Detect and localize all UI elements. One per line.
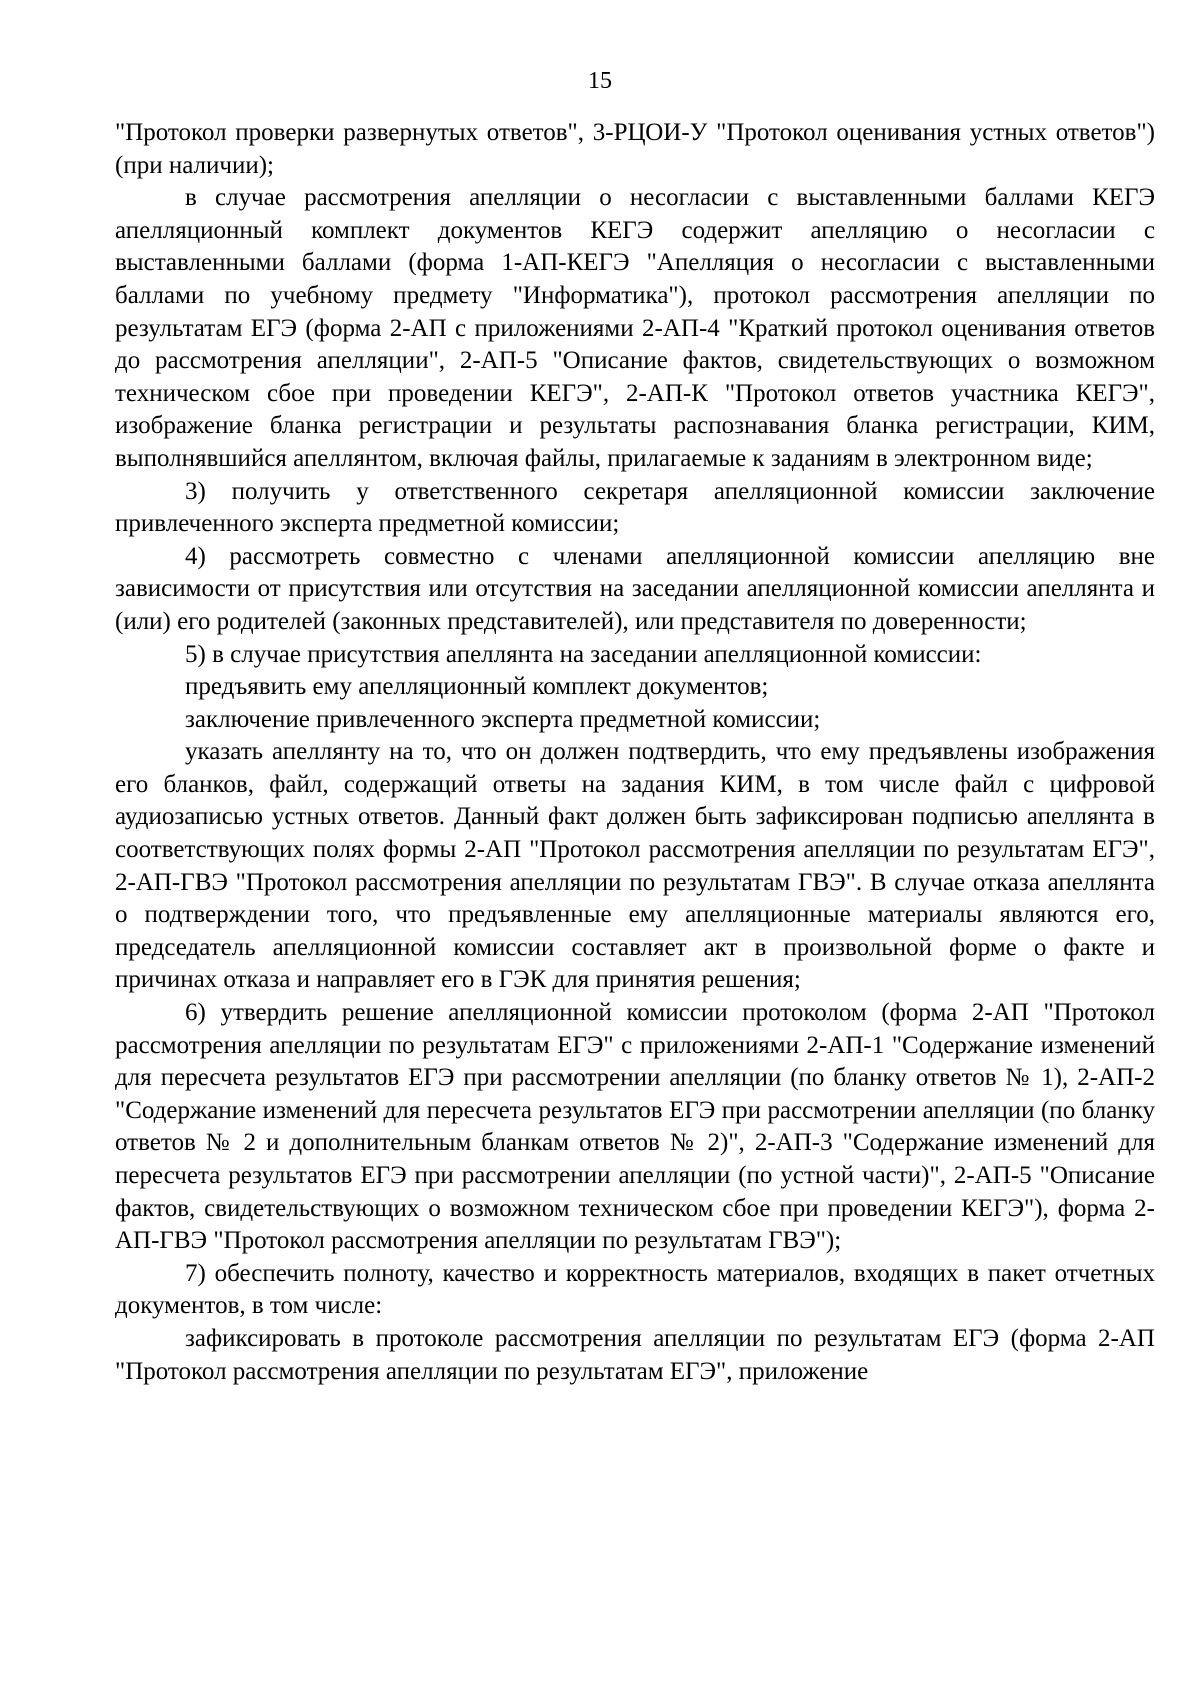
paragraph: в случае рассмотрения апелляции о несогласии с выставленными баллами КЕГЭ апелляционный комплект документов КЕГЭ содержит апелляцию о несогласии с выставленными баллами (форма 1-АП-КЕГЭ "Апелляция о несогласии с выставленными баллами по учебному предмету "Информатика"), протокол рассмотрения апелляции по результатам ЕГЭ (форма 2-АП с приложениями 2-АП-4 "Краткий протокол оценивания ответов до рассмотрения апелляции", 2-АП-5 "Описание фактов, свидетельствующих о возможном техническом сбое при проведении КЕГЭ", 2-АП-К "Протокол ответов участника КЕГЭ", изображение бланка регистрации и результаты распознавания бланка регистрации, КИМ, выполнявшийся апеллянтом, включая файлы, прилагаемые к заданиям в электронном виде;	[115, 184, 1155, 472]
document-body	[115, 117, 1155, 1388]
paragraph: "Протокол проверки развернутых ответов", 3-РЦОИ-У "Протокол оценивания устных ответов") (при наличии);	[115, 119, 1155, 179]
paragraph: 5) в случае присутствия апеллянта на заседании апелляционной комиссии:	[185, 640, 982, 668]
paragraph: зафиксировать в протоколе рассмотрения апелляции по результатам ЕГЭ (форма 2-АП "Протокол рассмотрения апелляции по результатам ЕГЭ", приложение	[115, 1324, 1155, 1385]
paragraph: указать апеллянту на то, что он должен подтвердить, что ему предъявлены изображения его бланков, файл, содержащий ответы на задания КИМ, в том числе файл с цифровой аудиозаписью устных ответов. Данный факт должен быть зафиксирован подписью апеллянта в соответствующих полях формы 2-АП "Протокол рассмотрения апелляции по результатам ЕГЭ", 2-АП-ГВЭ "Протокол рассмотрения апелляции по результатам ГВЭ". В случае отказа апеллянта о подтверждении того, что предъявленные ему апелляционные материалы являются его, председатель апелляционной комиссии составляет акт в произвольной форме о факте и причинах отказа и направляет его в ГЭК для принятия решения;	[115, 738, 1155, 994]
paragraph: 6) утвердить решение апелляционной комиссии протоколом (форма 2-АП "Протокол рассмотрения апелляции по результатам ЕГЭ" с приложениями 2-АП-1 "Содержание изменений для пересчета результатов ЕГЭ при рассмотрении апелляции (по бланку ответов № 1), 2-АП-2 "Содержание изменений для пересчета результатов ЕГЭ при рассмотрении апелляции (по бланку ответов № 2 и дополнительным бланкам ответов № 2)", 2-АП-3 "Содержание изменений для пересчета результатов ЕГЭ при рассмотрении апелляции (по устной части)", 2-АП-5 "Описание фактов, свидетельствующих о возможном техническом сбое при проведении КЕГЭ"), форма 2-АП-ГВЭ "Протокол рассмотрения апелляции по результатам ГВЭ");	[115, 999, 1155, 1255]
page-number: 15	[588, 68, 612, 94]
paragraph: заключение привлеченного эксперта предметной комиссии;	[185, 705, 821, 733]
paragraph: предъявить ему апелляционный комплект документов;	[185, 673, 769, 701]
paragraph: 3) получить у ответственного секретаря апелляционной комиссии заключение привлеченного эксперта предметной комиссии;	[115, 477, 1155, 538]
paragraph: 4) рассмотреть совместно с членами апелляционной комиссии апелляцию вне зависимости от присутствия или отсутствия на заседании апелляционной комиссии апеллянта и (или) его родителей (законных представителей), или представителя по доверенности;	[115, 542, 1155, 635]
paragraph: 7) обеспечить полноту, качество и корректность материалов, входящих в пакет отчетных документов, в том числе:	[115, 1259, 1155, 1320]
